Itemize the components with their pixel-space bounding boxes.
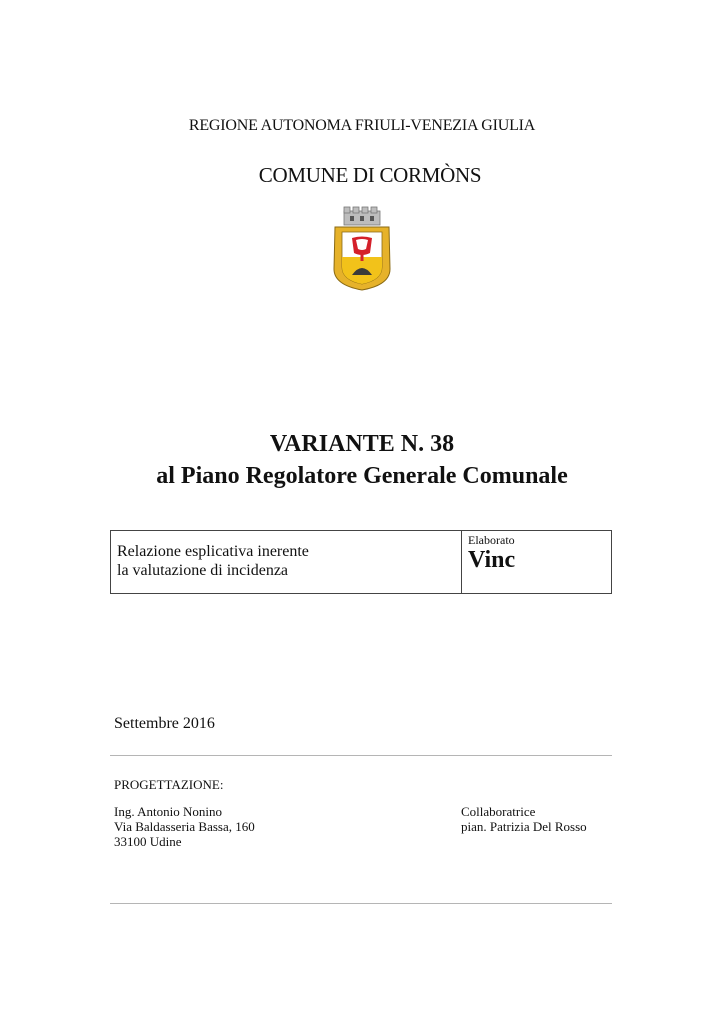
divider xyxy=(110,903,612,904)
designer-address: Via Baldasseria Bassa, 160 xyxy=(114,819,255,834)
description-line: la valutazione di incidenza xyxy=(117,562,289,579)
collaborator-info xyxy=(461,804,587,834)
document-subtitle: al Piano Regolatore Generale Comunale xyxy=(156,463,568,489)
document-info-box xyxy=(110,530,612,594)
elaborato-label: Elaborato xyxy=(468,533,515,547)
collaborator-role: Collaboratrice xyxy=(461,804,536,819)
municipality-name: COMUNE DI CORMÒNS xyxy=(258,163,482,187)
designer-name: Ing. Antonio Nonino xyxy=(114,804,222,819)
box-divider xyxy=(461,531,462,593)
coat-of-arms-icon xyxy=(330,205,394,291)
document-title: VARIANTE N. 38 xyxy=(269,431,455,457)
description-line: Relazione esplicativa inerente xyxy=(117,543,309,560)
elaborato-code: Vinc xyxy=(468,547,516,573)
designer-info xyxy=(114,804,255,849)
document-date: Settembre 2016 xyxy=(114,715,215,732)
designer-city: 33100 Udine xyxy=(114,834,182,849)
region-name: REGIONE AUTONOMA FRIULI-VENEZIA GIULIA xyxy=(188,117,536,134)
document-description xyxy=(117,542,309,580)
collaborator-name: pian. Patrizia Del Rosso xyxy=(461,819,587,834)
divider xyxy=(110,755,612,756)
progettazione-label: PROGETTAZIONE: xyxy=(114,777,224,792)
